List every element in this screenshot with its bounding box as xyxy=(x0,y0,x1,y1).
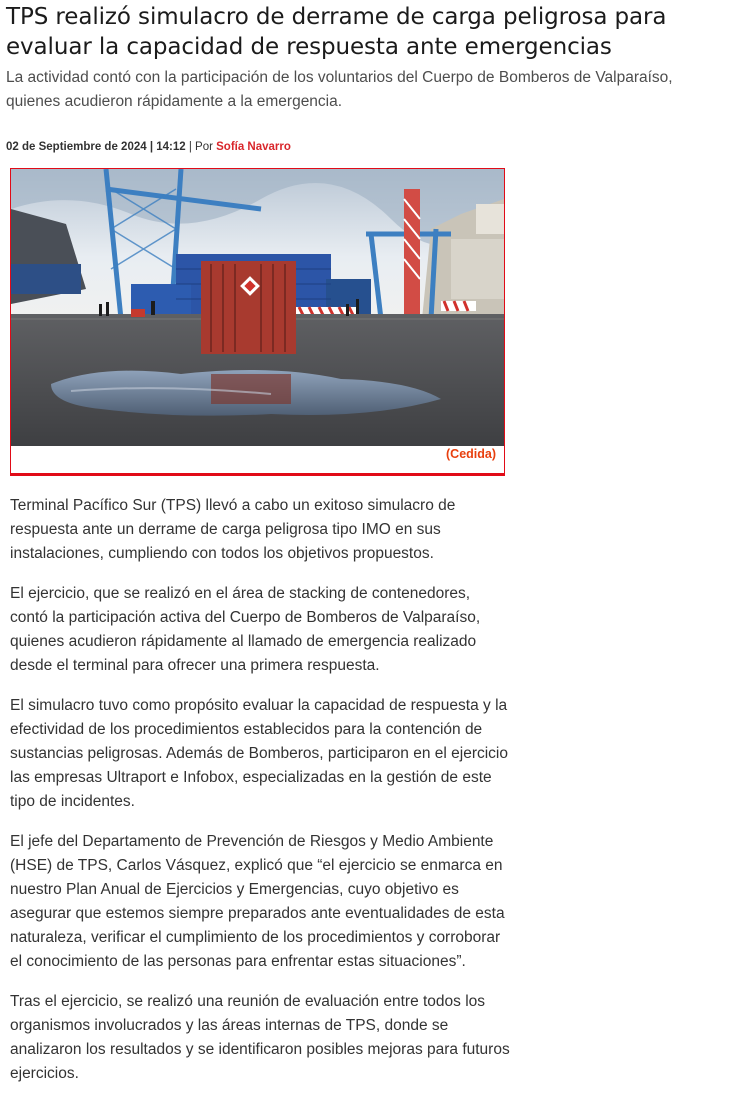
publish-date: 02 de Septiembre de 2024 | 14:12 xyxy=(6,141,186,153)
body-paragraph: Terminal Pacífico Sur (TPS) llevó a cabo un exitoso simulacro de respuesta ante un derrame de carga peligrosa tipo IMO en sus instalaciones, cumpliendo con todos los objetivos propuestos. xyxy=(10,497,456,562)
body-paragraph: El simulacro tuvo como propósito evaluar la capacidad de respuesta y la efectividad de los procedimientos establecidos para la contención de sustancias peligrosas. Además de Bomberos, participaron en el ejercicio las empresas Ultraport e Infobox, especializadas en la gestión de este tipo de incidentes. xyxy=(10,697,508,810)
port-container-photo[interactable] xyxy=(11,169,504,446)
body-paragraph: El ejercicio, que se realizó en el área de stacking de contenedores, contó la participación activa del Cuerpo de Bomberos de Valparaíso, quienes acudieron rápidamente al llamado de emergencia realizado desde el terminal para ofrecer una primera respuesta. xyxy=(10,585,481,674)
author-link[interactable]: Sofía Navarro xyxy=(216,141,291,153)
article-headline: TPS realizó simulacro de derrame de carga peligrosa para evaluar la capacidad de respuesta ante emergencias xyxy=(6,4,667,60)
body-paragraph: Tras el ejercicio, se realizó una reunión de evaluación entre todos los organismos involucrados y las áreas internas de TPS, donde se analizaron los resultados y se identificaron posibles mejoras para futuros ejercicios. xyxy=(10,993,510,1082)
byline-separator: | Por xyxy=(185,141,217,153)
article-figure xyxy=(10,168,505,476)
article-body xyxy=(10,494,510,1102)
article-meta xyxy=(6,139,291,155)
body-paragraph: El jefe del Departamento de Prevención de Riesgos y Medio Ambiente (HSE) de TPS, Carlos Vásquez, explicó que “el ejercicio se enmarca en nuestro Plan Anual de Ejercicios y Emergencias, cuyo objetivo es asegurar que estemos siempre preparados ante eventualidades de esta naturaleza, verificar el cumplimiento de los procedimientos y corroborar el conocimiento de las personas para enfrentar estas situaciones”. xyxy=(10,833,505,970)
photo-credit: (Cedida) xyxy=(446,447,496,461)
article-subtitle: La actividad contó con la participación de los voluntarios del Cuerpo de Bomberos de Valparaíso, quienes acudieron rápidamente a la emergencia. xyxy=(6,69,673,110)
